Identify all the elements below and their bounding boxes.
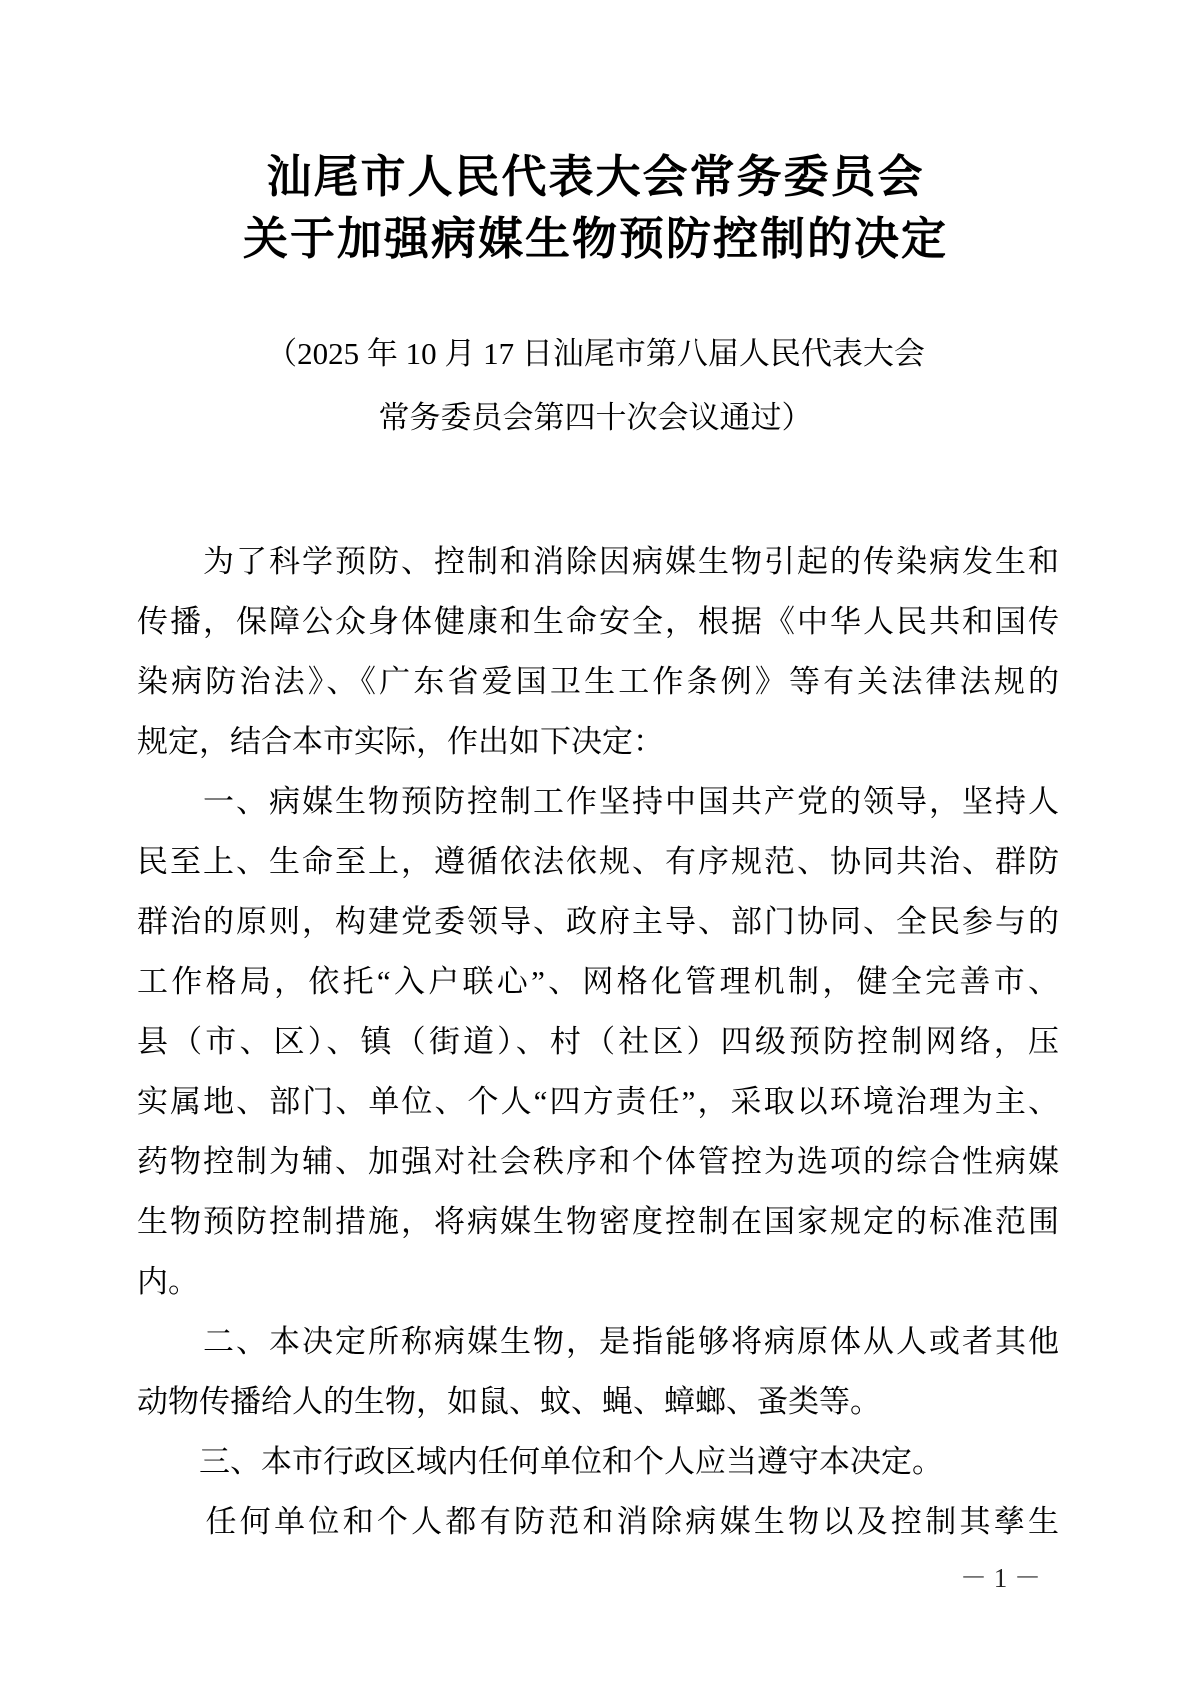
body-line: 工作格局，依托“入户联心”、网格化管理机制，健全完善市、 <box>137 964 1059 999</box>
body-line: 内。 <box>137 1264 199 1299</box>
body-line: 二、本决定所称病媒生物，是指能够将病原体从人或者其他 <box>137 1324 1059 1359</box>
document-meta-line-1: （2025 年 10 月 17 日汕尾市第八届人民代表大会 <box>266 336 925 371</box>
body-line: 群治的原则，构建党委领导、政府主导、部门协同、全民参与的 <box>137 904 1059 939</box>
page-number: － 1 － <box>960 1563 1041 1593</box>
body-line: 为了科学预防、控制和消除因病媒生物引起的传染病发生和 <box>137 544 1059 579</box>
body-line: 生物预防控制措施，将病媒生物密度控制在国家规定的标准范围 <box>137 1204 1059 1239</box>
body-line: 药物控制为辅、加强对社会秩序和个体管控为选项的综合性病媒 <box>137 1144 1059 1179</box>
body-line: 染病防治法》、《广东省爱国卫生工作条例》等有关法律法规的 <box>137 664 1059 699</box>
document-title-line-2: 关于加强病媒生物预防控制的决定 <box>242 214 948 264</box>
document-body <box>137 532 1059 1552</box>
body-line: 传播，保障公众身体健康和生命安全，根据《中华人民共和国传 <box>137 604 1059 639</box>
body-line: 任何单位和个人都有防范和消除病媒生物以及控制其孳生 <box>137 1504 1059 1539</box>
document-title <box>0 146 1191 270</box>
body-line: 动物传播给人的生物，如鼠、蚊、蝇、蟑螂、蚤类等。 <box>137 1384 881 1419</box>
body-line: 实属地、部门、单位、个人“四方责任”，采取以环境治理为主、 <box>137 1084 1059 1119</box>
body-line: 规定，结合本市实际，作出如下决定： <box>137 724 664 759</box>
body-line: 县（市、区）、镇（街道）、村（社区）四级预防控制网络，压 <box>137 1024 1059 1059</box>
document-title-line-1: 汕尾市人民代表大会常务委员会 <box>266 152 925 202</box>
document-meta-line-2: 常务委员会第四十次会议通过） <box>378 400 813 435</box>
body-line: 民至上、生命至上，遵循依法依规、有序规范、协同共治、群防 <box>137 844 1059 879</box>
body-line: 一、病媒生物预防控制工作坚持中国共产党的领导，坚持人 <box>137 784 1059 819</box>
document-meta <box>0 322 1191 450</box>
body-line: 三、本市行政区域内任何单位和个人应当遵守本决定。 <box>137 1444 943 1479</box>
